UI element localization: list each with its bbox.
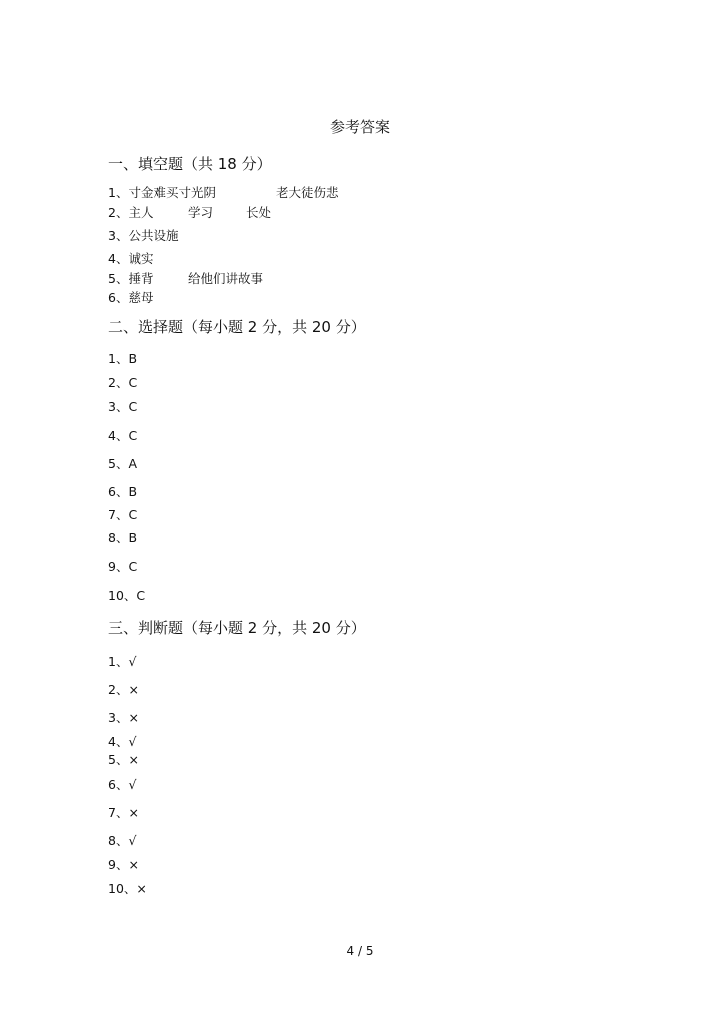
item-answer: C [128,375,138,390]
fill-blank-item [108,203,272,221]
page-number: 4 / 5 [346,944,374,958]
judgment-item [108,680,139,698]
item-number: 9、 [108,559,129,574]
item-number: 6、 [108,484,129,499]
item-number: 5、 [108,456,129,471]
choice-item [108,397,137,415]
item-number: 6、 [108,290,129,305]
item-number: 9、 [108,857,129,872]
item-number: 1、 [108,351,129,366]
item-answer: 寸金难买寸光阴 [128,185,216,200]
item-number: 10、 [108,588,137,603]
choice-item [108,505,137,523]
section-heading-multiple-choice: 二、选择题（每小题 2 分，共 20 分） [108,318,366,336]
judgment-item [108,750,139,768]
item-number: 1、 [108,185,129,200]
section-heading-fill-blank: 一、填空题（共 18 分） [108,155,272,173]
item-answer: √ [128,833,137,848]
item-answer: B [128,484,138,499]
item-number: 3、 [108,399,129,414]
item-number: 7、 [108,805,129,820]
choice-item [108,454,137,472]
choice-item [108,482,137,500]
item-answer: A [128,456,138,471]
item-number: 3、 [108,710,129,725]
choice-item [108,373,137,391]
judgment-item [108,803,139,821]
item-answer: B [128,530,138,545]
item-answer: √ [128,654,137,669]
page-title: 参考答案 [329,118,390,136]
item-answer: C [128,559,138,574]
judgment-item [108,708,139,726]
item-answer: × [128,752,139,767]
item-answer: 长处 [246,205,272,220]
item-number: 4、 [108,734,129,749]
item-number: 7、 [108,507,129,522]
fill-blank-item [108,226,178,244]
item-answer: 诚实 [128,251,154,266]
item-number: 4、 [108,428,129,443]
fill-blank-item [108,269,264,287]
item-answer: × [128,710,139,725]
judgment-item [108,732,136,750]
choice-item [108,586,145,604]
item-answer: 捶背 [128,271,154,286]
judgment-item [108,831,136,849]
item-number: 2、 [108,682,129,697]
choice-item [108,349,137,367]
item-number: 3、 [108,228,129,243]
item-answer: 学习 [188,205,214,220]
judgment-item [108,652,136,670]
item-answer: × [128,857,139,872]
judgment-item [108,879,147,897]
item-answer: 慈母 [128,290,154,305]
item-number: 2、 [108,375,129,390]
item-answer: C [128,507,138,522]
fill-blank-item [108,183,339,201]
item-answer: C [136,588,146,603]
item-answer: C [128,428,138,443]
item-answer: √ [128,734,137,749]
item-number: 2、 [108,205,129,220]
item-number: 10、 [108,881,137,896]
item-answer: 给他们讲故事 [188,271,264,286]
choice-item [108,426,137,444]
fill-blank-item [108,249,153,267]
item-number: 4、 [108,251,129,266]
item-answer: 主人 [128,205,154,220]
item-answer: √ [128,777,137,792]
item-number: 5、 [108,271,129,286]
fill-blank-item [108,288,153,306]
item-answer: C [128,399,138,414]
item-number: 1、 [108,654,129,669]
item-number: 8、 [108,530,129,545]
item-number: 8、 [108,833,129,848]
item-answer: × [128,682,139,697]
item-answer: 老大徒伤悲 [276,185,339,200]
choice-item [108,557,137,575]
judgment-item [108,855,139,873]
section-heading-true-false: 三、判断题（每小题 2 分，共 20 分） [108,619,366,637]
item-answer: B [128,351,138,366]
item-answer: × [136,881,147,896]
judgment-item [108,775,136,793]
item-number: 5、 [108,752,129,767]
item-number: 6、 [108,777,129,792]
item-answer: × [128,805,139,820]
item-answer: 公共设施 [128,228,179,243]
choice-item [108,528,137,546]
